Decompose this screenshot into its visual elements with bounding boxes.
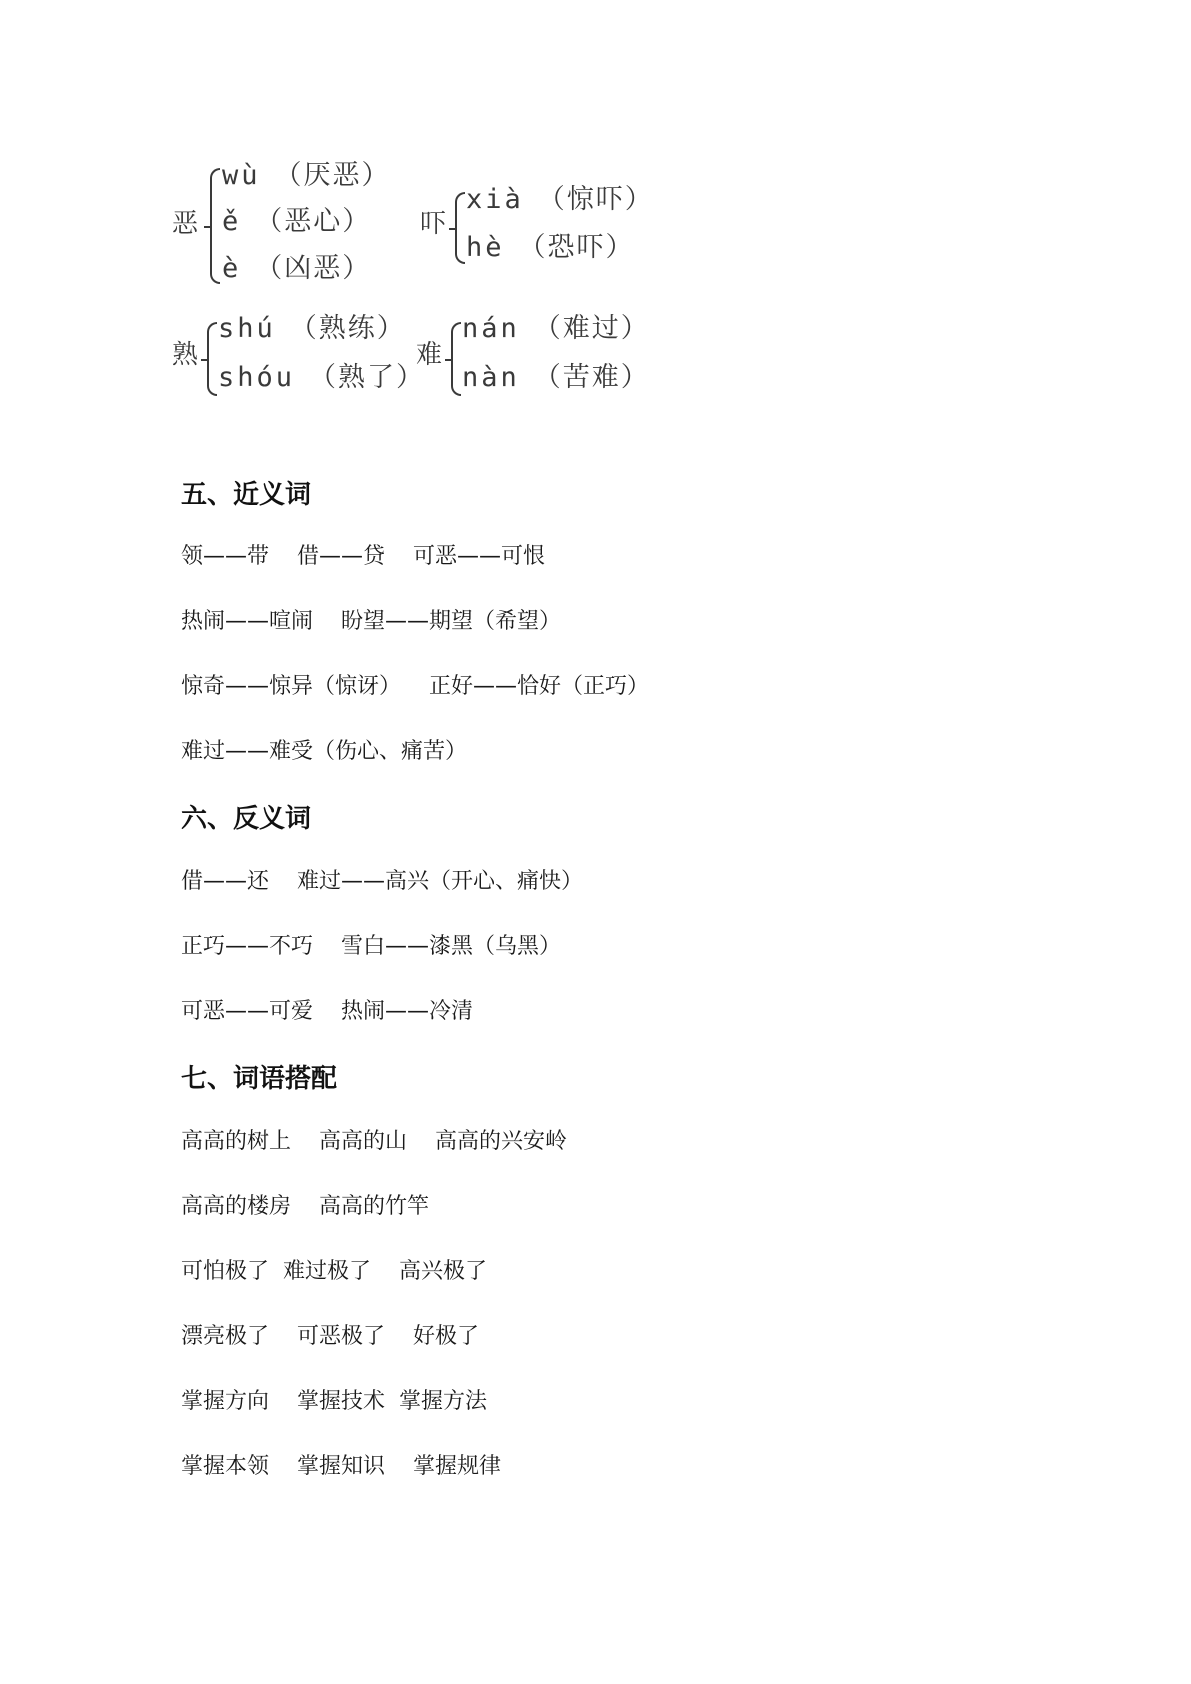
polyphone-char: 恶 xyxy=(172,209,199,239)
polyphone-reading xyxy=(462,363,650,393)
polyphone-reading xyxy=(222,161,391,191)
polyphone-reading xyxy=(466,185,654,215)
polyphone-reading xyxy=(222,207,371,237)
collocation-line: 高高的树上 高高的山 高高的兴安岭 xyxy=(181,1129,567,1154)
pinyin: ě xyxy=(222,206,242,237)
example-word: （恐吓） xyxy=(518,232,635,263)
example-word: （苦难） xyxy=(533,362,650,393)
antonym-line: 可恶——可爱 热闹——冷清 xyxy=(181,999,473,1024)
collocation-line: 高高的楼房 高高的竹竿 xyxy=(181,1194,429,1219)
synonym-line: 难过——难受（伤心、痛苦） xyxy=(181,739,468,764)
polyphone-reading xyxy=(462,314,650,344)
section-title-antonyms: 六、反义词 xyxy=(181,804,312,834)
polyphone-reading xyxy=(218,363,425,393)
pinyin: nàn xyxy=(462,362,520,393)
pinyin: è xyxy=(222,253,242,284)
collocation-line: 掌握本领 掌握知识 掌握规律 xyxy=(181,1454,501,1479)
brace-icon xyxy=(210,168,220,284)
example-word: （凶恶） xyxy=(255,253,372,284)
polyphone-reading xyxy=(222,254,371,284)
pinyin: wù xyxy=(222,160,261,191)
synonym-line: 惊奇——惊异（惊讶） 正好——恰好（正巧） xyxy=(181,674,649,699)
example-word: （厌恶） xyxy=(274,160,391,191)
example-word: （惊吓） xyxy=(537,184,654,215)
antonym-line: 借——还 难过——高兴（开心、痛快） xyxy=(181,869,583,894)
polyphone-reading xyxy=(466,233,635,263)
antonym-line: 正巧——不巧 雪白——漆黑（乌黑） xyxy=(181,934,561,959)
brace-icon xyxy=(451,322,461,396)
polyphone-char: 难 xyxy=(416,340,443,370)
pinyin: shóu xyxy=(218,362,296,393)
example-word: （熟了） xyxy=(309,362,426,393)
pinyin: nán xyxy=(462,313,520,344)
collocation-line: 掌握方向 掌握技术 掌握方法 xyxy=(181,1389,487,1414)
example-word: （难过） xyxy=(533,313,650,344)
brace-icon xyxy=(207,322,217,396)
pinyin: shú xyxy=(218,313,276,344)
pinyin: xià xyxy=(466,184,524,215)
collocation-line: 漂亮极了 可恶极了 好极了 xyxy=(181,1324,479,1349)
example-word: （恶心） xyxy=(255,206,372,237)
brace-icon xyxy=(455,192,465,264)
section-title-collocations: 七、词语搭配 xyxy=(181,1064,338,1094)
example-word: （熟练） xyxy=(289,313,406,344)
polyphone-char: 熟 xyxy=(172,340,199,370)
polyphone-char: 吓 xyxy=(420,209,447,239)
polyphone-reading xyxy=(218,314,406,344)
pinyin: hè xyxy=(466,232,505,263)
section-title-synonyms: 五、近义词 xyxy=(181,480,312,510)
collocation-line: 可怕极了 难过极了 高兴极了 xyxy=(181,1259,487,1284)
synonym-line: 热闹——喧闹 盼望——期望（希望） xyxy=(181,609,561,634)
synonym-line: 领——带 借——贷 可恶——可恨 xyxy=(181,544,545,569)
